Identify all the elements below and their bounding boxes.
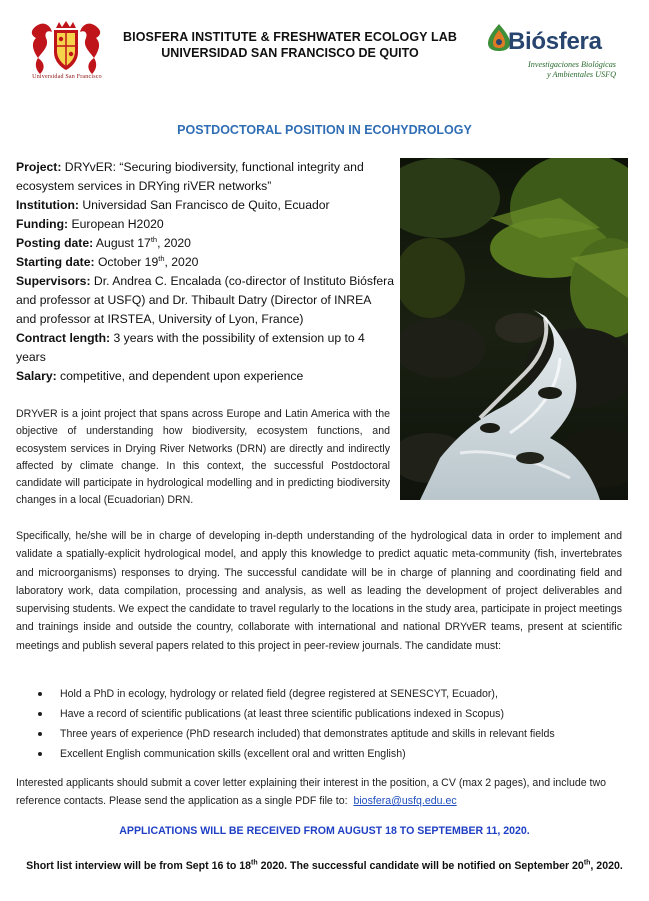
responsibilities-paragraph: Specifically, he/she will be in charge of developing in-depth understanding of the hydrological data in order to implement and validate a spatially-explicit hydrological model, and apply this knowledge to predict aquatic meta-community (fish, invertebrates and microorganisms) responses to drying. The successful candidate will be in charge of planning and coordinating field and laboratory work, data compilation, processing and analysis, as well as leading the development of project deliverables and supervising students. We expect the candidate to travel regularly to the locations in the study area, participate in project meetings and trainings inside and outside the country, collaborate with international and national DRYvER teams, present at scientific meetings and publish several papers related to this project in peer-review journals. The candidate must: [16,530,622,652]
starting-date-year: , 2020 [164,255,199,269]
institution-line [16,196,394,215]
apply-text: Interested applicants should submit a cover letter explaining their interest in the position, a CV (max 2 pages), and include two reference contacts. Please send the application as a single PDF file to: [16,777,607,807]
contract-line [16,329,394,367]
supervisors-label: Supervisors: [16,274,91,288]
salary-line [16,367,394,386]
deadline-notice: APPLICATIONS WILL BE RECEIVED FROM AUGUST 18 TO SEPTEMBER 11, 2020. [119,825,530,837]
project-line [16,158,394,196]
header-university: UNIVERSIDAD SAN FRANCISCO DE QUITO [161,46,419,60]
posting-value [96,236,191,250]
waterfall-photo [400,158,628,500]
waterfall-image-icon [400,158,628,500]
starting-line [16,253,394,272]
starting-value [98,255,198,269]
posting-date-year: , 2020 [157,236,191,250]
shortlist-text-1: Short list interview will be from Sept 16 to 18 [26,860,252,872]
funding-label: Funding: [16,217,69,231]
page-title: POSTDOCTORAL POSITION IN ECOHYDROLOGY [177,123,472,137]
salary-value: competitive, and dependent upon experience [60,369,304,383]
email-link[interactable]: biosfera@usfq.edu.ec [353,795,457,807]
list-item: Have a record of scientific publications (at least three scientific publications indexed in Scopus) [38,704,628,724]
starting-date-suffix: th [158,253,165,263]
supervisors-line [16,272,394,329]
shortlist-notice [0,860,649,872]
contract-label: Contract length: [16,331,111,345]
application-instructions [16,774,626,810]
shortlist-text-2: 2020. The successful candidate will be notified on September 20 [257,860,584,872]
usfq-logo-caption: Universidad San Francisco [32,74,102,80]
biosfera-wordmark: Biósfera [508,28,602,55]
shortlist-suffix-1: th [251,859,258,867]
shortlist-suffix-2: th [583,859,591,867]
biosfera-subtitle-line1: Investigaciones Biológicas [528,60,616,69]
intro-paragraph: DRYvER is a joint project that spans across Europe and Latin America with the objective of understanding how biodiversity, ecosystem functions, and ecosystem services in Drying River Networks (DRN) are directly and indirectly affected by climate change. In this context, the successful Postdoctoral candidate will participate in hydrological modelling and in predicting biodiversity changes in a local (Ecuadorian) DRN. [16,408,390,507]
supervisors-value: Dr. Andrea C. Encalada (co-director of Instituto Biósfera and professor at USFQ) and Dr. Thibault Datry (Director of INREA and professor at IRSTEA, University of Lyon, France) [16,274,394,326]
biosfera-subtitle-line2: y Ambientales USFQ [547,69,616,79]
posting-date-suffix: th [150,234,158,244]
list-item: Hold a PhD in ecology, hydrology or related field (degree registered at SENESCYT, Ecuador), [38,684,628,704]
requirements-list [38,684,628,764]
contract-value: 3 years with the possibility of extension up to 4 years [16,331,365,364]
header-titles [120,30,460,60]
position-details [16,158,394,386]
institution-label: Institution: [16,198,79,212]
salary-label: Salary: [16,369,57,383]
list-item: Three years of experience (PhD research included) that demonstrates aptitude and skills in relevant fields [38,724,628,744]
posting-date-text: August 17 [95,236,151,250]
list-item: Excellent English communication skills (excellent oral and written English) [38,744,628,764]
starting-date-text: October 19 [97,255,159,269]
starting-label: Starting date: [16,255,95,269]
header-institute: BIOSFERA INSTITUTE & FRESHWATER ECOLOGY LAB [123,30,457,44]
funding-value: European H2020 [71,217,164,231]
shortlist-text-3: , 2020. [590,860,623,872]
posting-label: Posting date: [16,236,94,250]
project-label: Project: [16,160,62,174]
institution-value: Universidad San Francisco de Quito, Ecuador [82,198,330,212]
project-value: DRYvER: “Securing biodiversity, functional integrity and ecosystem services in DRYing riVER networks” [16,160,364,193]
posting-line [16,234,394,253]
biosfera-subtitle [504,60,616,79]
funding-line [16,215,394,234]
biosfera-logo [486,22,616,84]
